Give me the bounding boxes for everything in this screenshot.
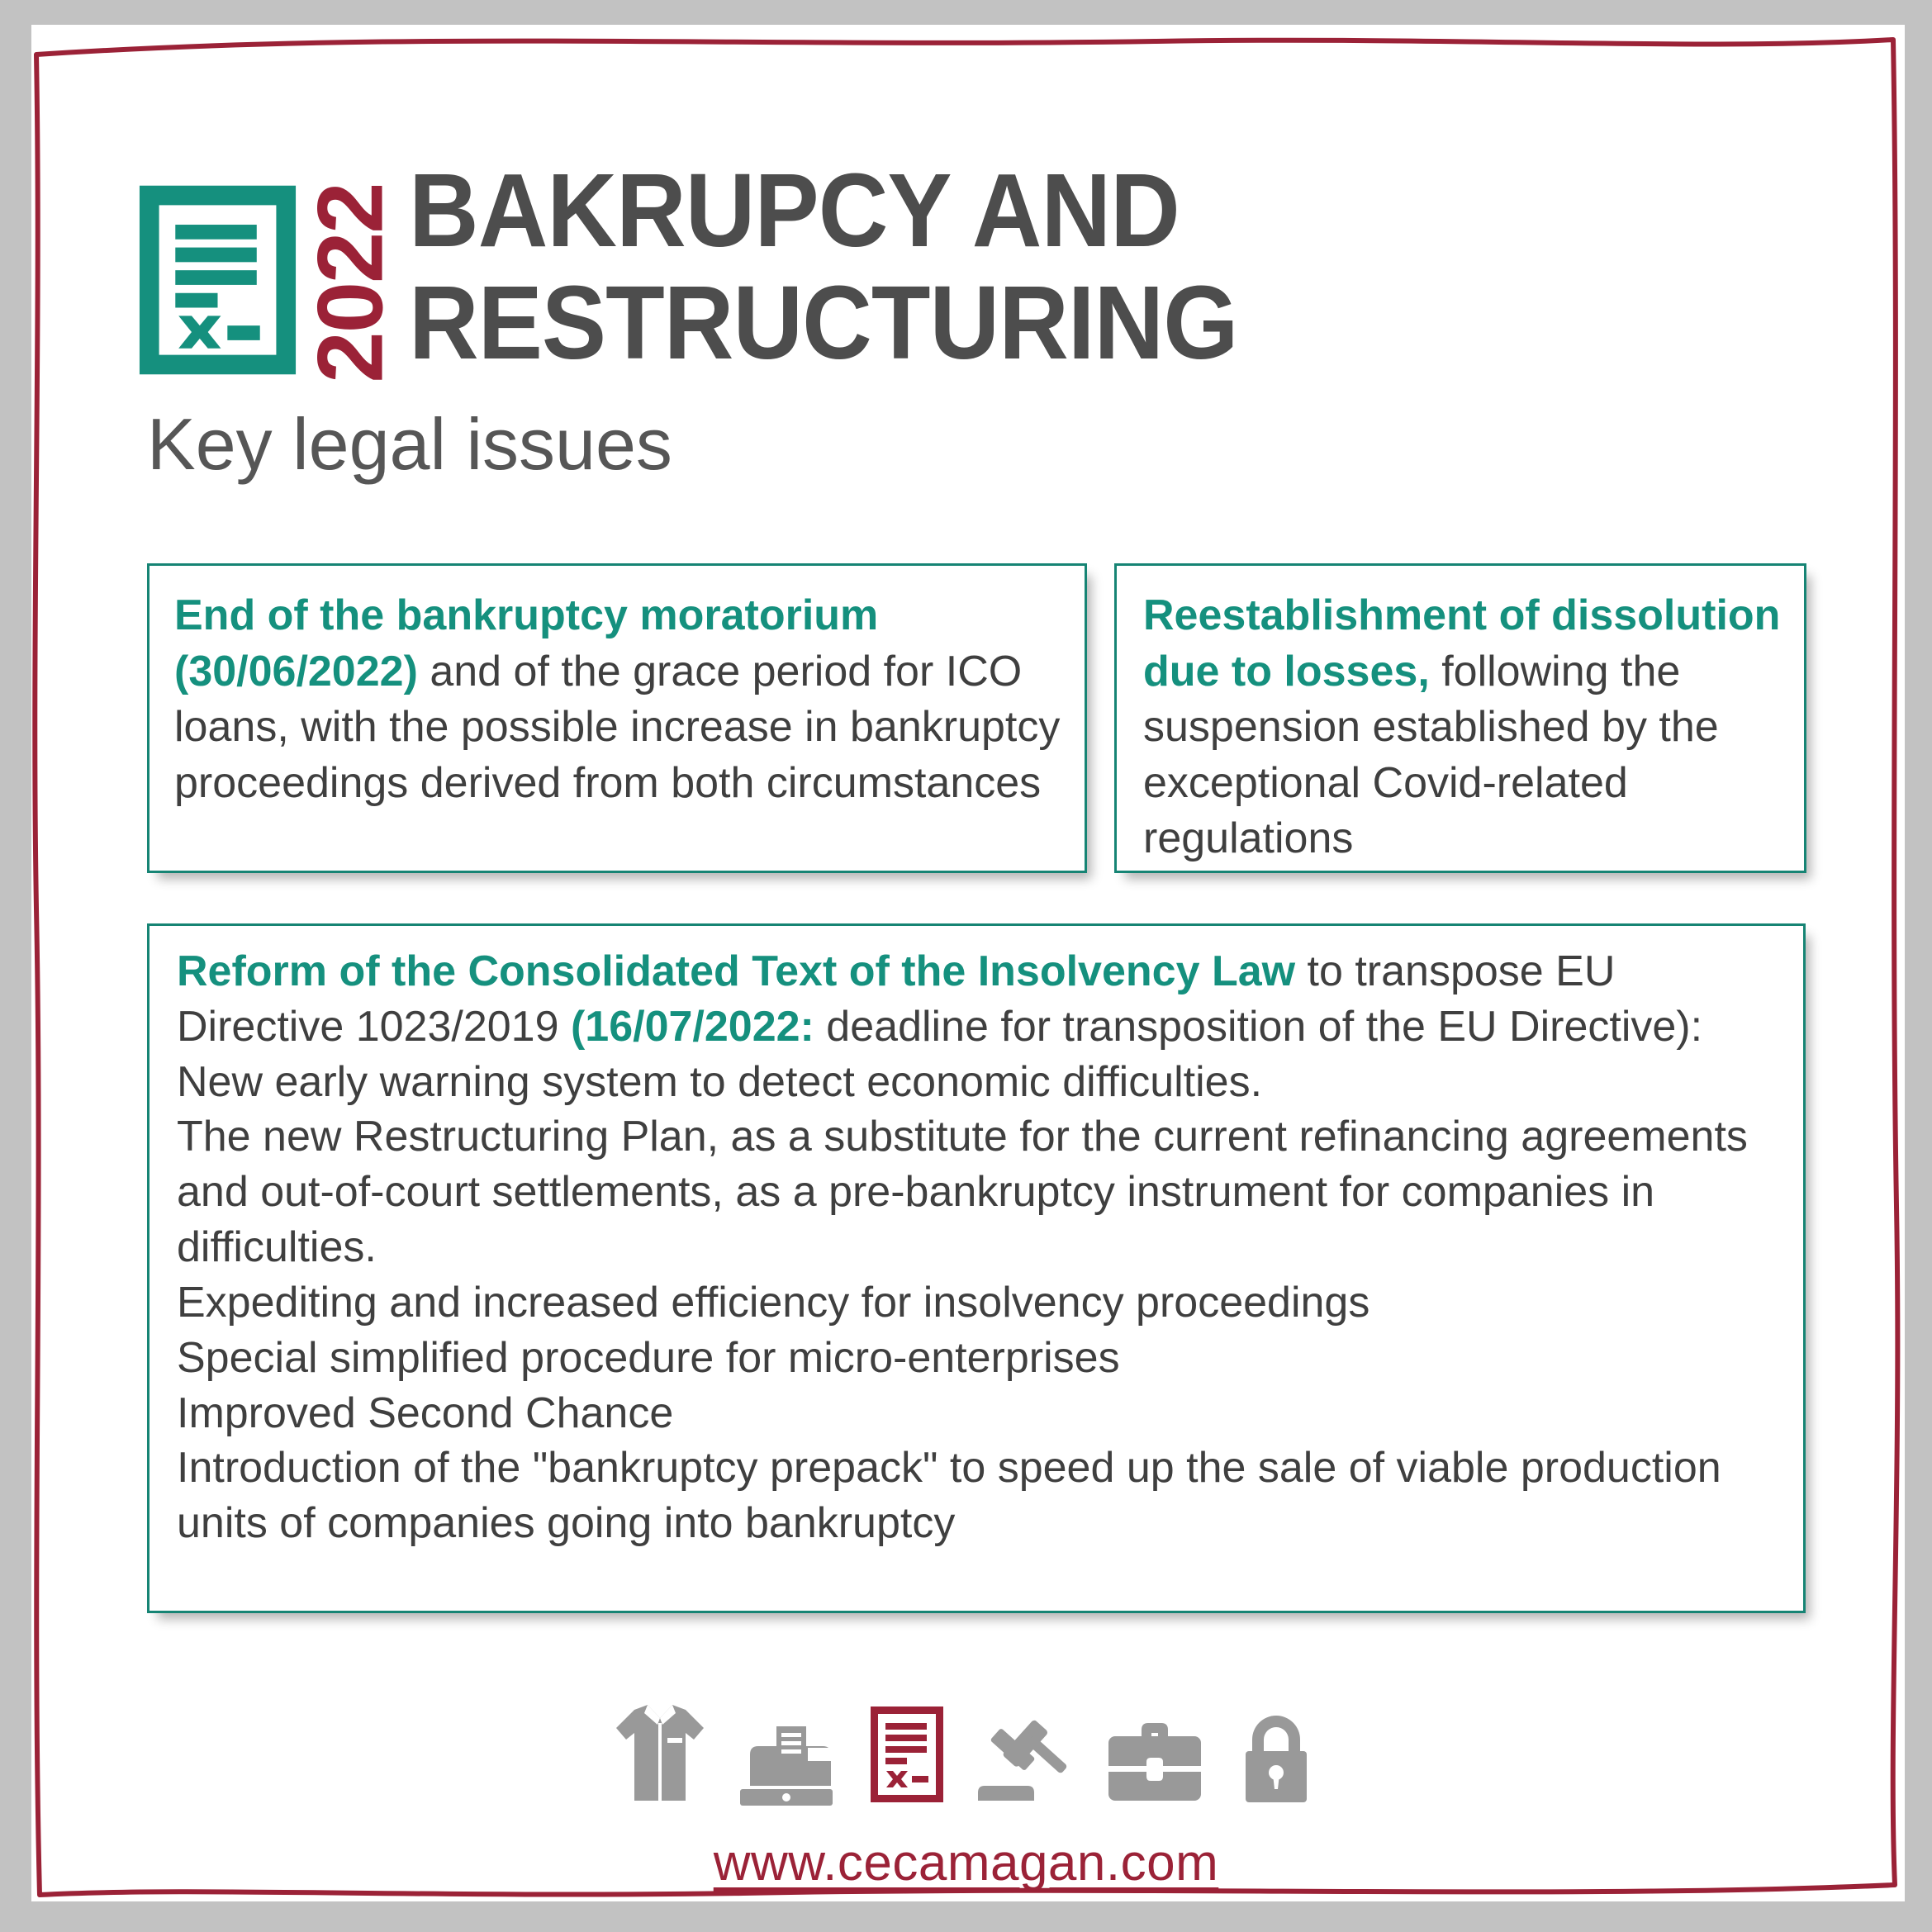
year-badge bbox=[298, 164, 402, 400]
insolvency-reform-bullet: Special simplified procedure for micro-enterprises bbox=[177, 1333, 1120, 1382]
briefcase-icon bbox=[1105, 1716, 1204, 1806]
insolvency-reform-highlight-2: (16/07/2022: bbox=[570, 1002, 814, 1051]
cash-register-icon bbox=[735, 1720, 838, 1806]
gavel-icon bbox=[976, 1713, 1075, 1806]
poster-header bbox=[136, 152, 1788, 409]
insolvency-reform-intro-end: deadline for transposition of the EU Directive): bbox=[814, 1002, 1703, 1051]
info-card-insolvency-reform-text bbox=[177, 944, 1787, 1551]
footer-icon-row bbox=[0, 1700, 1932, 1806]
bankruptcy-document-icon bbox=[136, 182, 299, 378]
bankruptcy-document-icon bbox=[867, 1703, 947, 1806]
insolvency-reform-bullet: Improved Second Chance bbox=[177, 1388, 674, 1437]
info-card-moratorium-text bbox=[174, 588, 1071, 811]
insolvency-reform-bullet: Introduction of the "bankruptcy prepack" to speed up the sale of viable production units of companies going into bankruptcy bbox=[177, 1444, 1721, 1548]
year-label: 2022 bbox=[298, 183, 402, 383]
info-card-insolvency-reform bbox=[147, 923, 1806, 1613]
page-subtitle: Key legal issues bbox=[147, 403, 672, 485]
info-card-moratorium bbox=[147, 563, 1087, 873]
insolvency-reform-bullet: New early warning system to detect economic difficulties. bbox=[177, 1057, 1263, 1106]
info-card-dissolution-body: following the suspension established by the exceptional Covid-related regulations bbox=[1143, 647, 1719, 863]
info-card-dissolution-highlight: Reestablishment of dissolution due to losses, bbox=[1143, 591, 1781, 695]
insolvency-reform-bullet: The new Restructuring Plan, as a substitute for the current refinancing agreements and out-of-court settlements, as a pre-bankruptcy instrument for companies in difficulties. bbox=[177, 1113, 1748, 1272]
page-title bbox=[409, 152, 1238, 382]
info-card-moratorium-highlight: End of the bankruptcy moratorium (30/06/2022) bbox=[174, 591, 879, 695]
insolvency-reform-intro bbox=[177, 947, 1702, 1051]
info-card-dissolution-text bbox=[1143, 588, 1791, 867]
work-shirt-icon bbox=[615, 1700, 705, 1806]
insolvency-reform-bullet: Expediting and increased efficiency for insolvency proceedings bbox=[177, 1278, 1370, 1327]
insolvency-reform-highlight-1: Reform of the Consolidated Text of the Insolvency Law bbox=[177, 947, 1296, 995]
insolvency-reform-mid-1: to transpose EU Directive 1023/2019 bbox=[177, 947, 1616, 1051]
page-title-line-1: BAKRUPCY AND bbox=[409, 152, 1180, 268]
info-card-dissolution bbox=[1114, 563, 1806, 873]
padlock-icon bbox=[1234, 1710, 1318, 1806]
page-title-line-2: RESTRUCTURING bbox=[409, 264, 1238, 382]
info-card-moratorium-body: and of the grace period for ICO loans, with the possible increase in bankruptcy proceedings derived from both circumstances bbox=[174, 647, 1061, 807]
website-link[interactable]: www.cecamagan.com bbox=[713, 1835, 1219, 1892]
